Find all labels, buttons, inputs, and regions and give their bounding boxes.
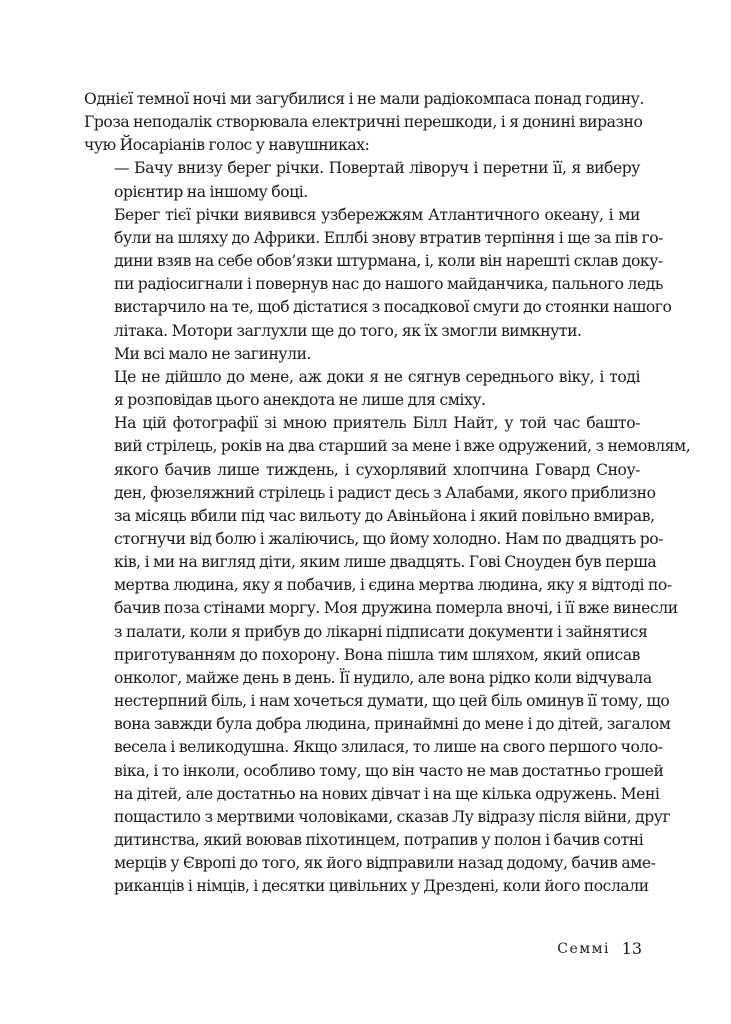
text-line: літака. Мотори заглухли ще до того, як їх змогли вимкнути. (114, 321, 582, 340)
text-line: з палати, коли я прибув до лікарні підписати документи і зайнятися (114, 622, 648, 641)
text-line: Однієї темної ночі ми загубилися і не мали радіокомпаса понад годину. (84, 90, 644, 108)
text-line: нестерпний біль, і нам хочеться думати, що цей біль оминув її тому, що (114, 692, 670, 711)
text-line: за місяць вбили під час вильоту до Авіньйона і який повільно вмирав, (114, 506, 655, 525)
text-line: приготуванням до похорону. Вона пішла тим шляхом, який описав (114, 645, 640, 664)
text-line: пощастило з мертвими чоловіками, сказав Лу відразу після війни, друг (114, 807, 671, 826)
text-line: весела і великодушна. Якщо злилася, то лише на свого першого чоло- (114, 738, 663, 757)
text-line: мерців у Європі до того, як його відправили назад додому, бачив аме- (114, 854, 656, 873)
text-line: Гроза неподалік створювала електричні перешкоди, і я донині виразно (84, 113, 643, 132)
text-line: онколог, майже день в день. Її нудило, але вона рідко коли відчувала (114, 668, 652, 687)
page-body-text (84, 88, 691, 898)
paragraph (84, 366, 640, 412)
text-line: я розповідав цього анекдота не лише для сміху. (114, 391, 486, 410)
text-line: ден, фюзеляжний стрілець і радист десь з Алабами, якого приблизно (114, 483, 656, 502)
running-title: Семмі (557, 941, 610, 957)
paragraph (84, 412, 691, 898)
text-line: орієнтир на іншому боці. (114, 182, 308, 201)
text-line: стогнучи від болю і жаліючись, що йому холодно. Нам по двадцять ро- (114, 529, 664, 548)
page-number: 13 (621, 939, 642, 958)
text-line: вий стрілець, років на два старший за мене і вже одружений, з немовлям, (114, 437, 691, 456)
text-line: дини взяв на себе обов’язки штурмана, і, коли він нарешті склав доку- (114, 252, 663, 271)
paragraph (84, 157, 640, 203)
text-line: дитинства, який воював піхотинцем, потрапив у полон і бачив сотні (114, 831, 644, 849)
text-line: віка, і то інколи, особливо тому, що він часто не мав достатньо грошей (114, 761, 664, 780)
text-line: пи радіосигнали і повернув нас до нашого майданчика, пального ледь (114, 275, 663, 294)
text-line: якого бачив лише тиждень, і сухорлявий хлопчина Говард Сноу- (114, 460, 640, 479)
text-line: риканців і німців, і десятки цивільних у Дрездені, коли його послали (114, 877, 649, 896)
paragraph (84, 88, 644, 157)
paragraph (84, 204, 672, 343)
page-footer (84, 937, 640, 961)
text-line: мертва людина, яку я побачив, і єдина мертва людина, яку я відтоді по- (114, 576, 672, 595)
text-line: вона завжди була добра людина, принаймні до мене і до дітей, загалом (114, 715, 671, 734)
text-line: Це не дійшло до мене, аж доки я не сягнув середнього віку, і тоді (114, 367, 640, 386)
text-line: на дітей, але достатньо на нових дівчат і на ще кілька одружень. Мені (114, 784, 660, 803)
text-line: На цій фотографії зі мною приятель Білл Найт, у той час башто- (114, 414, 640, 433)
text-line: ків, і ми на вигляд діти, яким лише двадцять. Гові Сноуден був перша (114, 553, 657, 572)
text-line: були на шляху до Африки. Еплбі знову втратив терпіння і ще за пів го- (114, 228, 663, 247)
text-line: вистарчило на те, щоб дістатися з посадкової смуги до стоянки нашого (114, 298, 672, 317)
text-line: бачив поза стінами моргу. Моя дружина померла вночі, і її вже винесли (114, 599, 678, 618)
text-line: Ми всі мало не загинули. (114, 344, 312, 363)
text-line: чую Йосаріанів голос у навушниках: (84, 136, 370, 155)
paragraph (84, 343, 640, 366)
text-line: — Бачу внизу берег річки. Повертай ліворуч і перетни її, я виберу (114, 159, 640, 178)
text-line: Берег тієї річки виявився узбережжям Атлантичного океану, і ми (114, 205, 640, 224)
